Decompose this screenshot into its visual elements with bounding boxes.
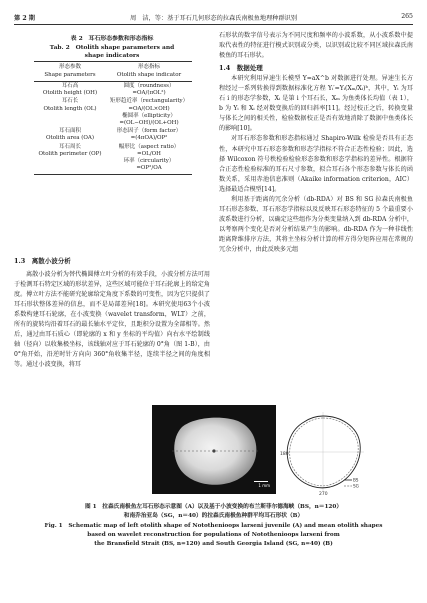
legend-bs: BS <box>353 477 359 483</box>
left-column-text <box>14 270 210 370</box>
table-row: 耳石高 Otolith height (OH) 圆度（roundness） =OA/(πOL²) <box>42 83 175 97</box>
table-caption-en-1: Tab. 2 Otolith shape parameters and <box>49 43 175 51</box>
centroid-dot <box>212 449 215 452</box>
table-caption-en-2: shape indicators <box>84 52 140 60</box>
otolith-photo <box>152 405 276 494</box>
paragraph: 利用基于距离的冗余分析（db-RDA）对 BS 和 SG 拉森氏南极鱼耳石形态参数、耳石形态学指标以及反映耳石形态特征的 5 个最重要小波系数进行分析，以确定这些组作为分类变量纳入到 db-RDA 分析中，以考察两个变化是否对分析结果产生的影响。db-RDA 作为一种非线性距离降维排序方法，其将主坐标分析计算的样方得分矩阵应用在常规的冗余分析中，由此反映多元组 <box>219 195 413 253</box>
table-row: 耳石周长 Otolith perimeter (OP) 幅形比（aspect ratio） =OL/OH 环率（circularity） =OP²/OA <box>34 143 192 175</box>
label-270: 270 <box>319 492 328 496</box>
header-rule <box>14 24 413 25</box>
running-title: 周 洁，等：基于耳石几何形态的拉森氏南极鱼地理种群识别 <box>129 15 298 22</box>
figure-caption-en-3: the Bransfield Strait (BS, n=120) and South Georgia Island (SG, n=40) (B) <box>94 541 333 547</box>
table-row: 耳石面积 Otolith area (OA) 形态因子（form factor） =(4πOA)/OP² <box>45 128 182 142</box>
scale-bar <box>254 481 268 482</box>
figure-caption-en-1: Fig. 1 Schematic map of left otolith shape of Notothenioops larseni juvenile (A) and mean otolith shapes <box>44 523 383 529</box>
section-heading-1-4: 1.4 数据处理 <box>219 64 263 73</box>
paragraph: 离散小波分析为替代椭圆傅立叶分析的有效手段，小波分析方法可用于检测耳石特定区域的形状差异，这些区域可能位于耳石轮廓上的给定角度。傅立叶方法不能研究轮廓给定角度下系数的可变性，因为它只提供了耳石形状整体差异的信息，而不是局部差异[18]。本研究使用63个小波系数构建耳石轮廓，在小波变换（wavelet transform，WLT）之前，所有的旋转均沿着耳石的最长轴水平定位，且距积分设置为全部相等。然后，通过由耳石质心（即轮廓的 x 和 y 坐标的平均值）向右水平绘制线轴（径向）以收集极坐标，该线轴对应于耳石轮廓的 0°角（图 1-B），由 0°角开始，沿逆时针方向向 360°角收集半径，连续半径之间的角度相等。通过小波变换，将耳 <box>14 271 210 369</box>
issue-label: 第 2 期 <box>14 15 35 22</box>
page-header <box>14 10 413 24</box>
right-column-text <box>219 31 413 255</box>
table-header-indicator: 形态指标 Otolith shape indicator <box>106 62 192 82</box>
table-caption <box>14 35 210 61</box>
plot-legend <box>344 478 359 489</box>
table-caption-cn: 表 2 耳石形态参数和形态指标 <box>70 35 154 42</box>
paragraph: 对耳石形态参数和形态指标通过 Shapiro-Wilk 检验是否具有正态性，本研究中耳石形态参数和形态学指标不符合正态性检验；因此，选择 Wilcoxon 符号秩检验检验形态参数和形态学指标的差异性。根据符合正态性检验标准的耳石尺寸参数，拟合耳石各个形态参数与体长的函数关系，采用赤池信息准则（Akaike information criterion，AIC）选择最适合模型[14]。 <box>219 135 413 193</box>
scale-label: 1 mm <box>258 483 270 488</box>
mean-shape-plot <box>278 408 368 496</box>
legend-sg: SG <box>353 483 359 489</box>
figure-caption-cn-2: 和南乔治亚岛（SG，n＝40）的拉森氏南极鱼种群平均耳石形状（B） <box>123 513 304 519</box>
label-180: 180 <box>280 452 289 457</box>
figure-caption-en-2: based on wavelet reconstruction for populations of Notothenioops larseni from <box>87 532 340 538</box>
page-number: 265 <box>401 13 413 20</box>
section-heading-1-3: 1.3 离散小波分析 <box>14 257 71 265</box>
table-row: 耳石长 Otolith length (OL) 矩形趋近率（rectangularity） =OA/(OL×OH) 椭圆率（ellipticity） =(OL−OH)/(OL+OH) <box>43 98 189 127</box>
paragraph: 本研究利用异速生长模型 Y=aX^b 对数据进行处理。异速生长方程经过一系列转换得到数据标准化方程 Yᵢ′=Yᵢ(Xₘ/Xᵢ)ᵇ，其中，Yᵢ 为耳石 i 的形态学参数，Xᵢ 是第 i 个耳石长，Xₘ 为鱼类体长均值（表 1），b 为 Yᵢ 和 Xᵢ 经对数变换后的回归斜率[11]。经过校正之后，转换变量与体长之间的相关性，检验数据校正是否有效地消除了数据中鱼类体长的影响[10]。 <box>219 75 413 133</box>
shape-parameter-table <box>34 61 192 175</box>
figure-caption-cn-1: 图 1 拉森氏南极鱼左耳石形态示意图（A）以及基于小波变换的布兰斯菲尔德海峡（BS，n＝120） <box>84 504 343 510</box>
paragraph: 石形状的数字信号表示为不同尺度和频率的小波系数，从小波系数中提取代表性的特征进行模式识别或分类，以识别或比较不同区域拉森氏南极鱼的耳石形状。 <box>219 32 413 60</box>
table-header-param: 形态参数 Shape parameters <box>34 62 106 82</box>
